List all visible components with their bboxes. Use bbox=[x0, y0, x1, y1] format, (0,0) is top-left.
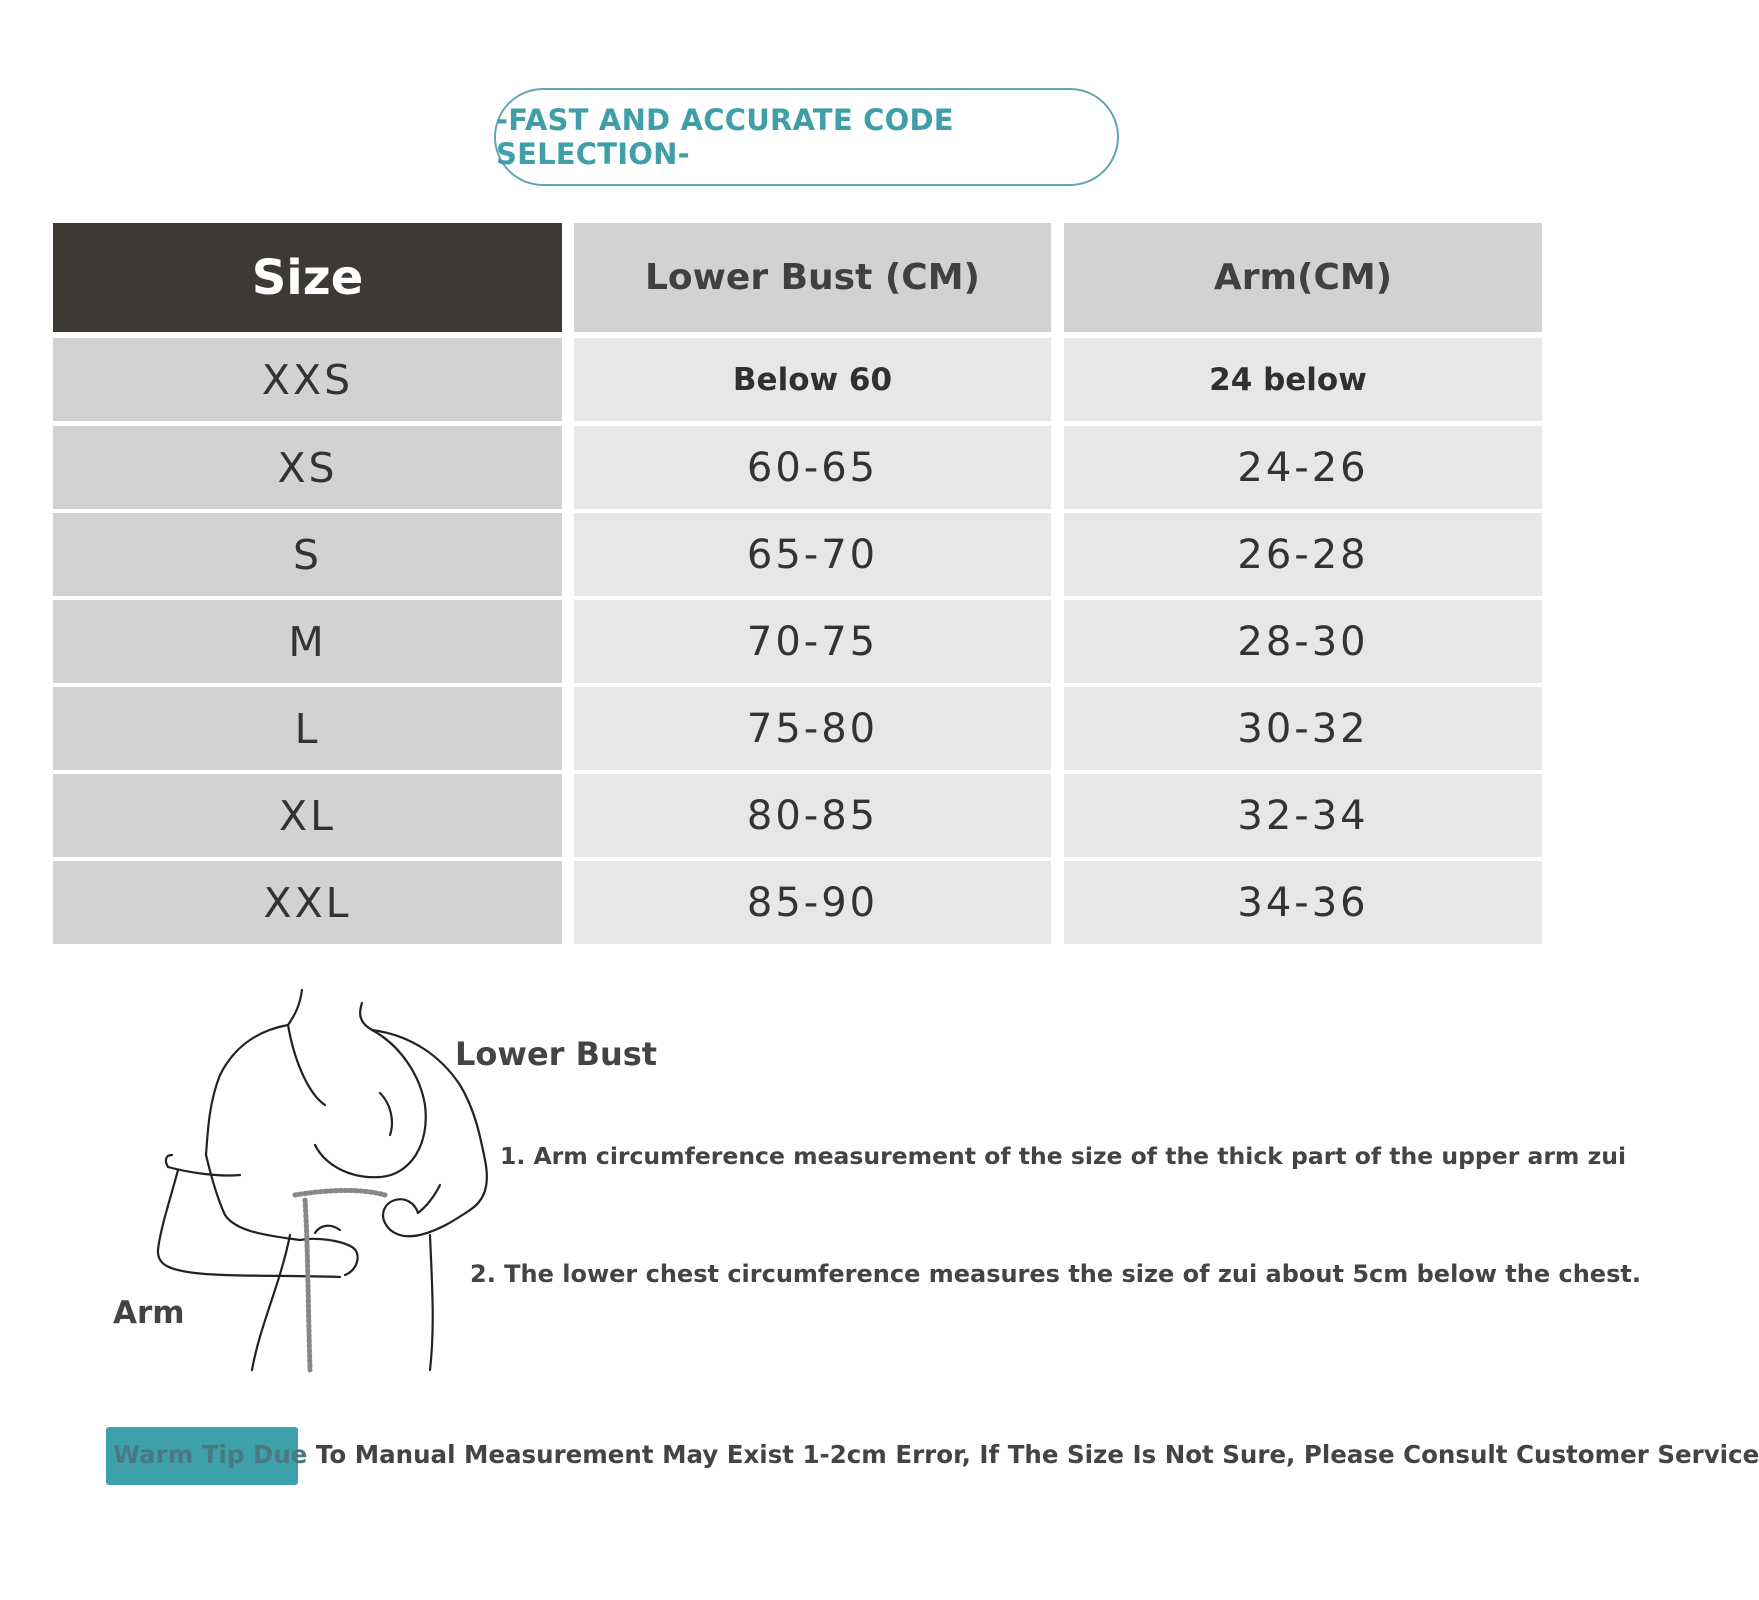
table-cell-lower-bust: 65-70 bbox=[574, 513, 1051, 596]
warm-tip-label: Warm Tip Due bbox=[113, 1440, 308, 1469]
table-cell-size: L bbox=[53, 687, 562, 770]
table-cell-size: M bbox=[53, 600, 562, 683]
warm-tip-text: To Manual Measurement May Exist 1-2cm Error, If The Size Is Not Sure, Please Consult Customer Service bbox=[307, 1440, 1759, 1469]
measurement-note-arm: 1. Arm circumference measurement of the size of the thick part of the upper arm zui bbox=[500, 1142, 1627, 1170]
warm-tip bbox=[113, 1440, 1759, 1469]
table-cell-lower-bust: 85-90 bbox=[574, 861, 1051, 944]
table-cell-arm: 24 below bbox=[1064, 338, 1542, 421]
table-cell-lower-bust: 75-80 bbox=[574, 687, 1051, 770]
table-cell-lower-bust: 80-85 bbox=[574, 774, 1051, 857]
table-cell-arm: 26-28 bbox=[1064, 513, 1542, 596]
arm-label: Arm bbox=[113, 1295, 185, 1331]
table-cell-arm: 30-32 bbox=[1064, 687, 1542, 770]
table-cell-size: XL bbox=[53, 774, 562, 857]
column-header-arm: Arm(CM) bbox=[1064, 223, 1542, 332]
table-cell-lower-bust: Below 60 bbox=[574, 338, 1051, 421]
column-header-lower-bust: Lower Bust (CM) bbox=[574, 223, 1051, 332]
table-cell-lower-bust: 60-65 bbox=[574, 426, 1051, 509]
section-title: -FAST AND ACCURATE CODE SELECTION- bbox=[496, 103, 954, 171]
table-cell-arm: 28-30 bbox=[1064, 600, 1542, 683]
table-cell-size: XXS bbox=[53, 338, 562, 421]
column-header-size: Size bbox=[53, 223, 562, 332]
section-title-badge bbox=[494, 88, 1119, 186]
table-cell-arm: 32-34 bbox=[1064, 774, 1542, 857]
measurement-note-lower-chest: 2. The lower chest circumference measures the size of zui about 5cm below the chest. bbox=[470, 1260, 1641, 1288]
table-cell-lower-bust: 70-75 bbox=[574, 600, 1051, 683]
table-cell-size: XS bbox=[53, 426, 562, 509]
table-cell-size: S bbox=[53, 513, 562, 596]
table-cell-arm: 34-36 bbox=[1064, 861, 1542, 944]
table-cell-arm: 24-26 bbox=[1064, 426, 1542, 509]
table-cell-size: XXL bbox=[53, 861, 562, 944]
lower-bust-label: Lower Bust bbox=[455, 1035, 658, 1073]
